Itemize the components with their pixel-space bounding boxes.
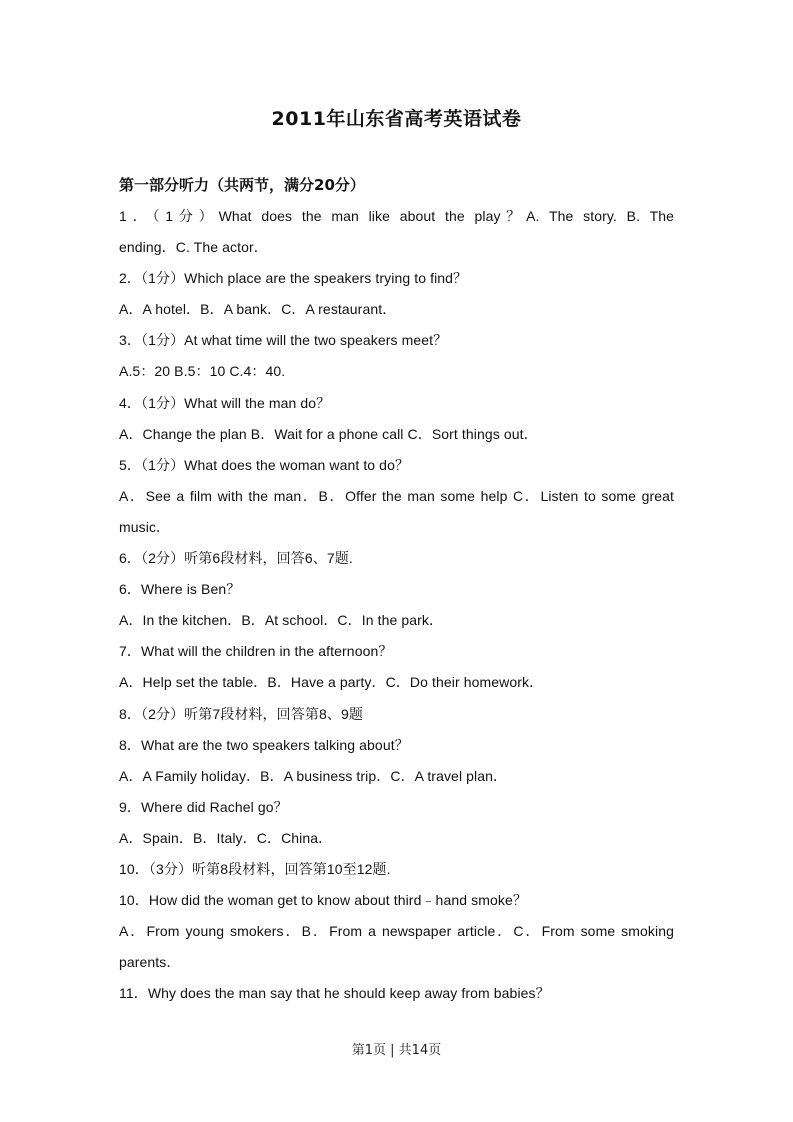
section-heading: 第一部分听力（共两节，满分20分）	[119, 176, 365, 194]
question-line: 6．（2分）听第6段材料，回答6、7题.	[119, 550, 353, 567]
question-line: 8．What are the two speakers talking about？	[119, 736, 409, 753]
answer-options-line: parents．	[119, 954, 181, 971]
page-title: 2011年山东省高考英语试卷	[271, 108, 522, 130]
question-line: 3．（1分）At what time will the two speakers meet？	[119, 332, 448, 349]
question-line: 2．（1分）Which place are the speakers trying to find？	[119, 270, 468, 287]
page-number-footer: 第1页 | 共14页	[351, 1043, 442, 1058]
answer-options-line: A．See a film with the man．B．Offer the man some help C．Listen to some great	[119, 487, 674, 504]
answer-options-line: A．Spain．B．Italy．C．China．	[119, 829, 333, 846]
question-line: 10．（3分）听第8段材料，回答第10至12题.	[119, 860, 391, 877]
question-line: 8．（2分）听第7段材料，回答第8、9题	[119, 705, 363, 722]
answer-options-line: A．From young smokers．B．From a newspaper article．C．From some smoking	[119, 923, 674, 940]
question-line: 5．（1分）What does the woman want to do？	[119, 456, 410, 473]
question-line: 11．Why does the man say that he should keep away from babies？	[119, 985, 550, 1002]
question-line: 10．How did the woman get to know about third﹣hand smoke？	[119, 892, 527, 909]
answer-options-line: A．In the kitchen．B．At school．C．In the park．	[119, 612, 444, 629]
question-line: ending．C. The actor．	[119, 239, 268, 256]
answer-options-line: A．Change the plan B．Wait for a phone call C．Sort things out．	[119, 425, 538, 442]
question-line: 4．（1分）What will the man do？	[119, 394, 331, 411]
answer-options-line: A．Help set the table．B．Have a party．C．Do their homework．	[119, 674, 544, 691]
answer-options-line: A．A Family holiday．B．A business trip．C．A travel plan．	[119, 767, 508, 784]
question-line: 6．Where is Ben？	[119, 581, 241, 598]
document-body	[119, 170, 674, 1009]
answer-options-line: A．A hotel．B．A bank．C．A restaurant．	[119, 301, 397, 318]
answer-options-line: music．	[119, 518, 171, 535]
answer-options-line: A.5：20 B.5：10 C.4：40.	[119, 363, 286, 380]
question-line: 9．Where did Rachel go？	[119, 798, 288, 815]
question-line: 1．（1分）What does the man like about the play？A. The story. B. The	[119, 208, 674, 224]
question-line: 7．What will the children in the afternoon？	[119, 643, 393, 660]
